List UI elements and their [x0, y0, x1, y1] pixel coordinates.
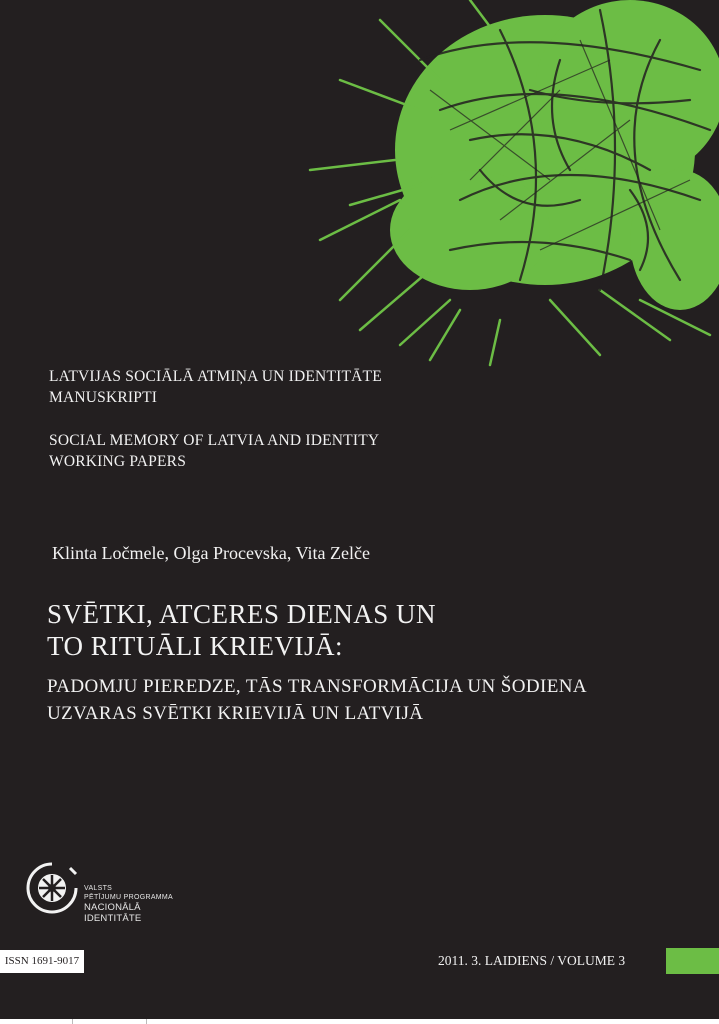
subtitle-line-2: UZVARAS SVĒTKI KRIEVIJĀ UN LATVIJĀ [47, 703, 424, 724]
series-en-line-1: SOCIAL MEMORY OF LATVIA AND IDENTITY [49, 432, 380, 449]
subtitle-line-1: PADOMJU PIEREDZE, TĀS TRANSFORMĀCIJA UN ŠODIENA [47, 676, 587, 697]
logo-line-2: PĒTĪJUMU PROGRAMMA [84, 894, 174, 901]
logo-line-1: VALSTS [84, 885, 113, 892]
authors: Klinta Ločmele, Olga Procevska, Vita Zelče [52, 543, 370, 563]
series-lv-line-2: MANUSKRIPTI [49, 389, 158, 406]
series-title-latvian [49, 366, 382, 408]
green-nest-illustration [300, 0, 719, 370]
series-title-english [49, 430, 379, 472]
program-logo [24, 860, 194, 930]
program-name [84, 884, 173, 924]
book-subtitle [47, 673, 587, 727]
green-accent-bar [666, 948, 719, 974]
series-lv-line-1: LATVIJAS SOCIĀLĀ ATMIŅA UN IDENTITĀTE [49, 368, 382, 385]
title-line-2: TO RITUĀLI KRIEVIJĀ: [47, 631, 343, 661]
series-en-line-2: WORKING PAPERS [49, 453, 187, 470]
issn-label: ISSN 1691-9017 [0, 950, 84, 973]
title-line-1: SVĒTKI, ATCERES DIENAS UN [47, 599, 437, 629]
volume-label: 2011. 3. LAIDIENS / VOLUME 3 [438, 953, 626, 968]
bottom-edge-strip [0, 1019, 719, 1024]
logo-line-3: NACIONĀLĀ [84, 902, 141, 913]
sun-wheel-icon [24, 860, 80, 916]
logo-line-4: IDENTITĀTE [84, 913, 142, 924]
book-title [47, 598, 436, 662]
